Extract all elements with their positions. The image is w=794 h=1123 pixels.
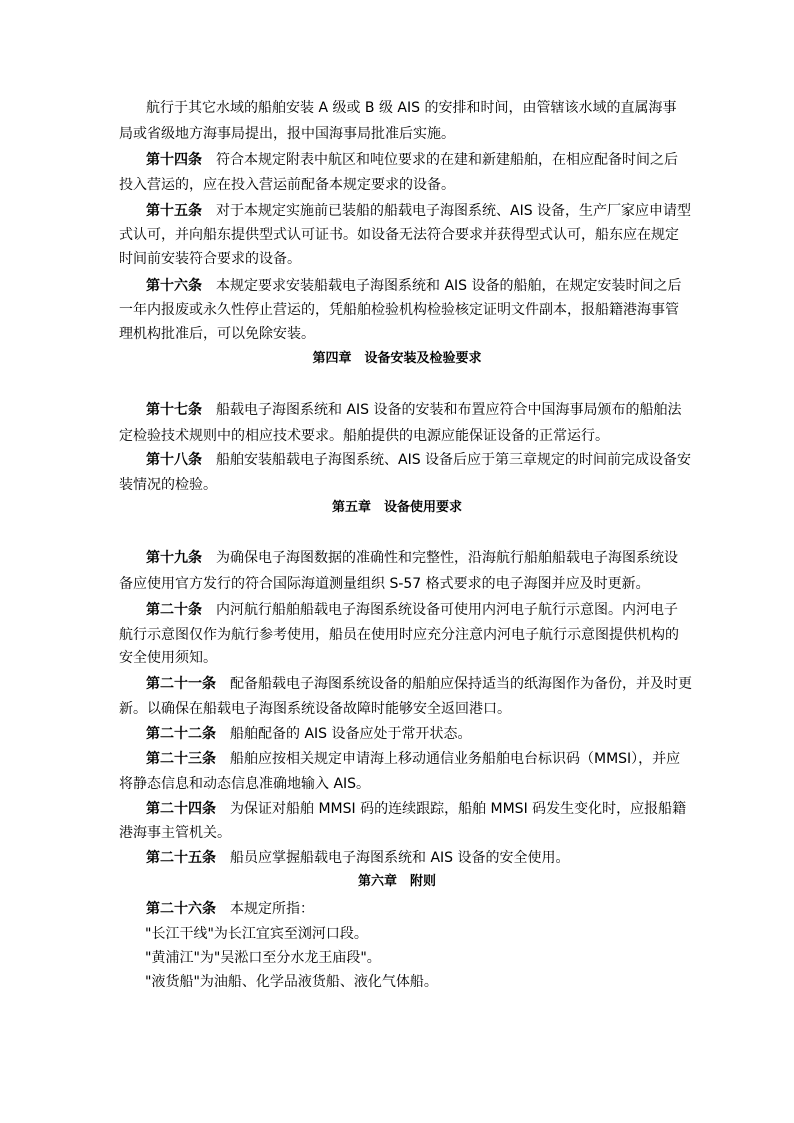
paragraph-line: 时间前安装符合要求的设备。 — [119, 251, 301, 267]
article-number: 第二十二条 — [146, 726, 216, 742]
article-text: 本规定要求安装船载电子海图系统和 AIS 设备的船舶，在规定安装时间之后 — [216, 278, 682, 294]
article-text: 本规定所指： — [230, 901, 314, 917]
definition-line: "黄浦江"为"吴淞口至分水龙王庙段"。 — [145, 950, 381, 966]
article-text: 符合本规定附表中航区和吨位要求的在建和新建船舶，在相应配备时间之后 — [216, 152, 678, 168]
article-20 — [0, 600, 794, 620]
paragraph-line: 一年内报废或永久性停止营运的，凭船舶检验机构检验核定证明文件副本，报船籍港海事管 — [119, 302, 679, 318]
article-text: 船舶安装船载电子海图系统、AIS 设备后应于第三章规定的时间前完成设备安 — [216, 452, 692, 468]
article-number: 第二十三条 — [146, 751, 216, 767]
article-18 — [0, 450, 794, 470]
article-text: 为确保电子海图数据的准确性和完整性，沿海航行船舶船载电子海图系统设 — [216, 550, 678, 566]
paragraph-line: 备应使用官方发行的符合国际海道测量组织 S-57 格式要求的电子海图并应及时更新。 — [119, 576, 650, 592]
paragraph-line: 航行于其它水域的船舶安装 A 级或 B 级 AIS 的安排和时间，由管辖该水域的直属海事 — [146, 100, 677, 116]
article-text: 为保证对船舶 MMSI 码的连续跟踪，船舶 MMSI 码发生变化时，应报船籍 — [230, 801, 687, 817]
article-26 — [0, 899, 794, 919]
paragraph-line: 港海事主管机关。 — [119, 825, 231, 841]
article-number: 第十七条 — [146, 402, 202, 418]
article-number: 第十九条 — [146, 550, 202, 566]
paragraph-line: 局或省级地方海事局提出，报中国海事局批准后实施。 — [119, 126, 455, 142]
paragraph-line: 航行示意图仅作为航行参考使用，船员在使用时应充分注意内河电子航行示意图提供机构的 — [119, 627, 679, 643]
article-16 — [0, 276, 794, 296]
article-number: 第十八条 — [146, 452, 202, 468]
paragraph-line: 投入营运的，应在投入营运前配备本规定要求的设备。 — [119, 177, 455, 193]
paragraph-line: 安全使用须知。 — [119, 650, 217, 666]
article-text: 对于本规定实施前已装船的船载电子海图系统、AIS 设备，生产厂家应申请型 — [216, 203, 692, 219]
article-number: 第二十条 — [146, 602, 202, 618]
article-25 — [0, 848, 794, 868]
article-number: 第十五条 — [146, 203, 202, 219]
article-number: 第二十五条 — [146, 850, 216, 866]
paragraph-line: 将静态信息和动态信息准确地输入 AIS。 — [119, 776, 371, 792]
definition-line: "长江干线"为长江宜宾至浏河口段。 — [145, 926, 368, 942]
article-21 — [0, 674, 794, 694]
chapter-heading: 第五章 设备使用要求 — [331, 500, 462, 515]
article-text: 船载电子海图系统和 AIS 设备的安装和布置应符合中国海事局颁布的船舶法 — [216, 402, 682, 418]
article-number: 第二十一条 — [146, 676, 216, 692]
article-number: 第二十四条 — [146, 801, 216, 817]
article-14 — [0, 150, 794, 170]
article-text: 内河航行船舶船载电子海图系统设备可使用内河电子航行示意图。内河电子 — [216, 602, 678, 618]
article-text: 船舶配备的 AIS 设备应处于常开状态。 — [230, 726, 472, 742]
chapter-heading: 第六章 附则 — [357, 874, 436, 889]
paragraph-line: 装情况的检验。 — [119, 477, 217, 493]
article-text: 船舶应按相关规定申请海上移动通信业务船舶电台标识码（MMSI），并应 — [230, 751, 681, 767]
definition-line: "液货船"为油船、化学品液货船、液化气体船。 — [145, 974, 438, 990]
article-19 — [0, 548, 794, 568]
article-number: 第二十六条 — [146, 901, 216, 917]
paragraph-line: 式认可，并向船东提供型式认可证书。如设备无法符合要求并获得型式认可，船东应在规定 — [119, 227, 679, 243]
article-text: 船员应掌握船载电子海图系统和 AIS 设备的安全使用。 — [230, 850, 570, 866]
article-24 — [0, 799, 794, 819]
article-17 — [0, 400, 794, 420]
article-number: 第十六条 — [146, 278, 202, 294]
article-23 — [0, 749, 794, 769]
article-22 — [0, 724, 794, 744]
paragraph-line: 新。以确保在船载电子海图系统设备故障时能够安全返回港口。 — [119, 701, 511, 717]
paragraph-line: 理机构批准后，可以免除安装。 — [119, 326, 315, 342]
article-text: 配备船载电子海图系统设备的船舶应保持适当的纸海图作为备份，并及时更 — [230, 676, 692, 692]
article-number: 第十四条 — [146, 152, 202, 168]
paragraph-line: 定检验技术规则中的相应技术要求。船舶提供的电源应能保证设备的正常运行。 — [119, 428, 609, 444]
article-15 — [0, 201, 794, 221]
chapter-heading: 第四章 设备安装及检验要求 — [312, 351, 482, 366]
